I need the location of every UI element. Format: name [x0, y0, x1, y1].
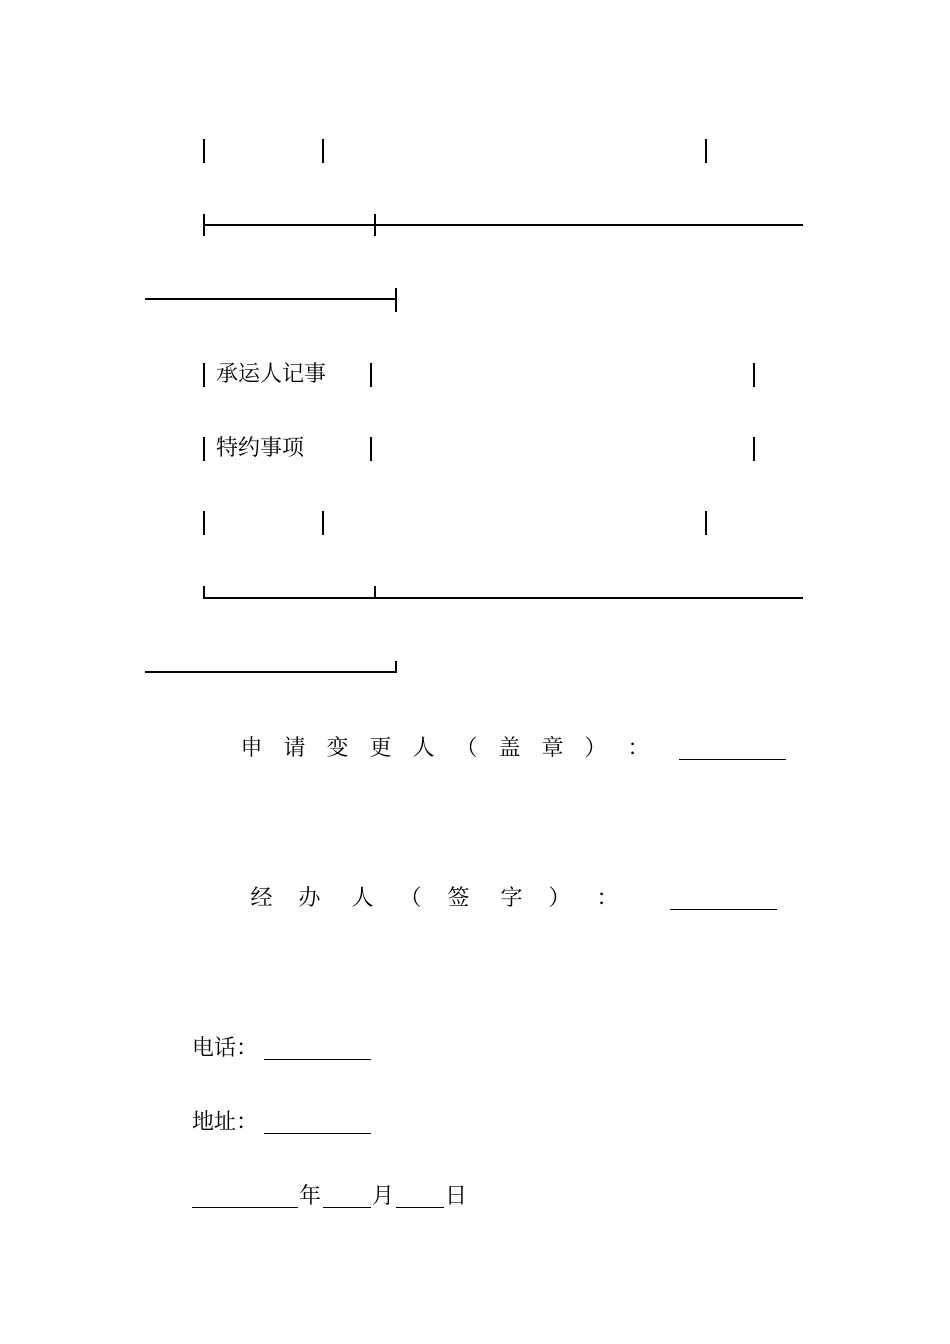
- table-junction: [374, 214, 376, 236]
- table-rule-wrap: [145, 298, 397, 300]
- applicant-char: （: [455, 736, 478, 761]
- date-month-blank[interactable]: [323, 1185, 371, 1208]
- applicant-char: ）: [584, 736, 607, 761]
- handler-char: 人: [351, 886, 374, 911]
- address-blank[interactable]: [264, 1111, 371, 1134]
- handler-signature-line: [240, 887, 634, 911]
- table-border: [203, 511, 205, 535]
- table-border: [203, 363, 205, 387]
- handler-char: ：: [596, 886, 619, 911]
- table-border: [322, 511, 324, 535]
- handler-signature-blank[interactable]: [670, 887, 777, 910]
- applicant-char: 请: [283, 736, 306, 761]
- table-border: [322, 139, 324, 163]
- phone-blank[interactable]: [264, 1037, 371, 1060]
- date-year-label: 年: [299, 1184, 322, 1209]
- handler-char: 经: [250, 886, 273, 911]
- table-corner: [395, 661, 397, 673]
- applicant-char: ：: [627, 736, 650, 761]
- date-year-blank[interactable]: [192, 1185, 298, 1208]
- table-border: [370, 437, 372, 461]
- applicant-char: 更: [369, 736, 392, 761]
- date-day-blank[interactable]: [396, 1185, 444, 1208]
- table-border: [203, 139, 205, 163]
- handler-char: 签: [447, 886, 470, 911]
- applicant-char: 章: [541, 736, 564, 761]
- table-border: [753, 437, 755, 461]
- address-label: 地址：: [192, 1110, 259, 1135]
- table-border: [203, 437, 205, 461]
- table-border: [753, 363, 755, 387]
- phone-label: 电话：: [192, 1036, 259, 1061]
- table-junction: [374, 586, 376, 599]
- applicant-char: 人: [412, 736, 435, 761]
- applicant-char: 盖: [498, 736, 521, 761]
- applicant-seal-blank[interactable]: [679, 737, 786, 760]
- table-rule-wrap: [145, 671, 397, 673]
- table-row-label: 承运人记事: [216, 362, 327, 387]
- table-border: [370, 363, 372, 387]
- table-border: [705, 511, 707, 535]
- date-month-label: 月: [372, 1184, 395, 1209]
- table-rule: [203, 597, 803, 599]
- handler-char: （: [399, 886, 422, 911]
- applicant-char: 申: [240, 736, 263, 761]
- handler-char: 办: [298, 886, 321, 911]
- handler-char: 字: [500, 886, 523, 911]
- table-row-label: 特约事项: [216, 436, 305, 461]
- applicant-char: 变: [326, 736, 349, 761]
- table-corner: [395, 288, 397, 312]
- date-day-label: 日: [445, 1184, 468, 1209]
- applicant-signature-line: [230, 737, 660, 761]
- table-rule: [203, 224, 803, 226]
- handler-char: ）: [548, 886, 571, 911]
- table-border: [705, 139, 707, 163]
